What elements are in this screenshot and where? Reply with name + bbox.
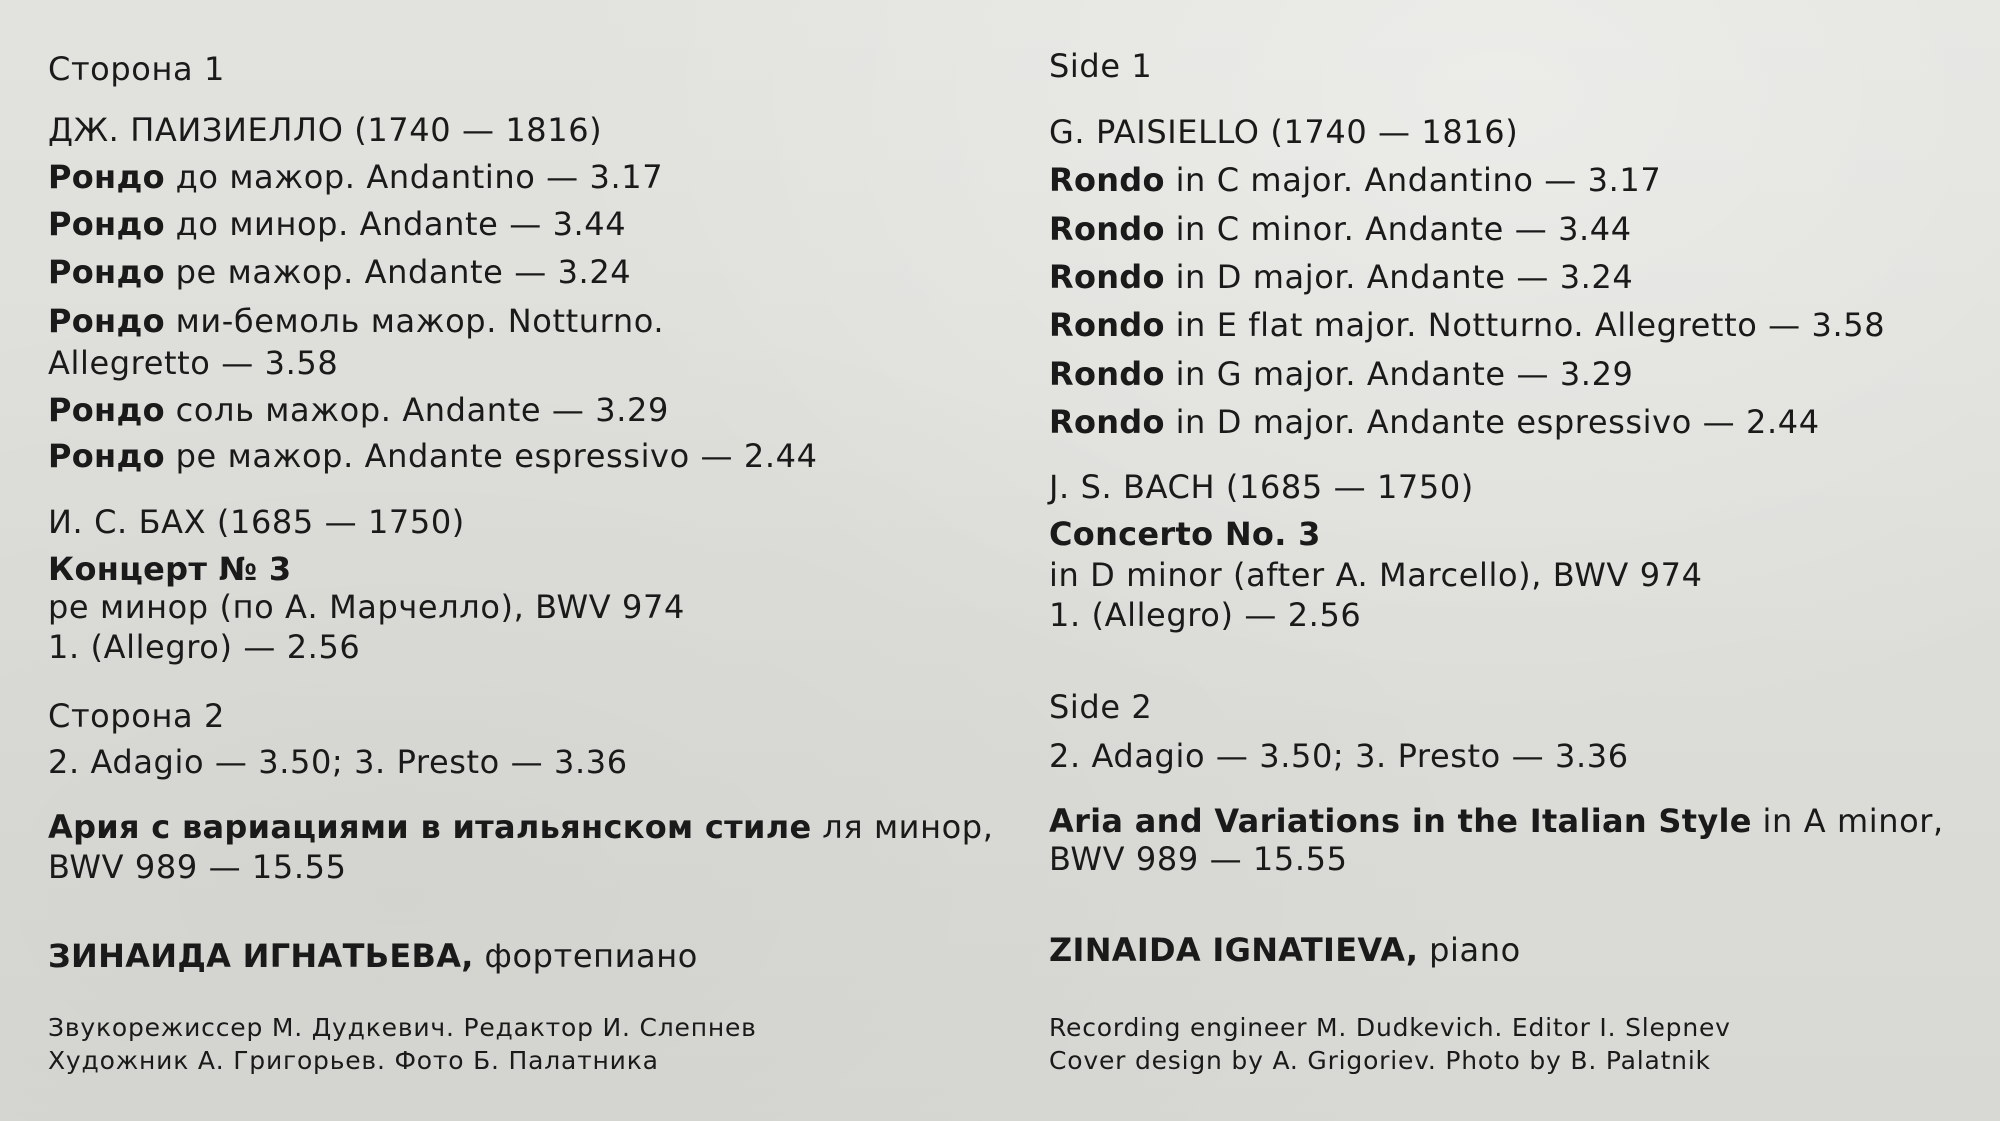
track-rondo-c-major — [48, 158, 663, 196]
aria-title: Aria and Variations in the Italian Style — [1049, 802, 1752, 840]
side-2-heading: Side 2 — [1049, 688, 1153, 726]
concerto-title: Концерт № 3 — [48, 550, 292, 588]
rondo-label: Рондо — [48, 253, 165, 291]
track-rondo-d-major-espressivo — [48, 437, 818, 475]
track-detail: ре мажор. Andante espressivo — 2.44 — [164, 437, 818, 475]
rondo-label: Rondo — [1049, 306, 1165, 344]
track-rondo-e-flat-major — [1049, 306, 1885, 344]
side-2-heading: Сторона 2 — [48, 697, 225, 735]
track-detail: in C major. Andantino — 3.17 — [1164, 161, 1662, 199]
track-rondo-e-flat-major — [48, 302, 664, 340]
track-rondo-c-minor — [48, 205, 626, 243]
track-detail: ре мажор. Andante — 3.24 — [164, 253, 632, 291]
track-detail: in G major. Andante — 3.29 — [1164, 355, 1634, 393]
credits-line-1: Звукорежиссер М. Дудкевич. Редактор И. Слепнев — [48, 1013, 757, 1042]
concerto-movements-2-3: 2. Adagio — 3.50; 3. Presto — 3.36 — [1049, 737, 1629, 775]
performer — [48, 937, 698, 975]
composer-paisiello: G. PAISIELLO (1740 — 1816) — [1049, 113, 1519, 151]
concerto-movements-2-3: 2. Adagio — 3.50; 3. Presto — 3.36 — [48, 743, 628, 781]
rondo-label: Рондо — [48, 205, 165, 243]
aria-bwv: BWV 989 — 15.55 — [1049, 840, 1348, 878]
rondo-label: Рондо — [48, 302, 165, 340]
track-detail: соль мажор. Andante — 3.29 — [164, 391, 669, 429]
track-rondo-d-major-espressivo — [1049, 403, 1820, 441]
aria-line — [1049, 802, 1944, 840]
track-detail: ми-бемоль мажор. Notturno. — [164, 302, 665, 340]
performer-name: ZINAIDA IGNATIEVA, — [1049, 931, 1419, 969]
track-detail: до минор. Andante — 3.44 — [164, 205, 627, 243]
aria-bwv: BWV 989 — 15.55 — [48, 848, 347, 886]
track-detail: до мажор. Andantino — 3.17 — [164, 158, 664, 196]
track-detail: in D major. Andante espressivo — 2.44 — [1164, 403, 1820, 441]
performer — [1049, 931, 1521, 969]
aria-title: Ария с вариациями в итальянском стиле — [48, 808, 812, 846]
track-rondo-e-flat-major-continued: Allegretto — 3.58 — [48, 344, 339, 382]
side-1-heading: Сторона 1 — [48, 50, 225, 88]
rondo-label: Rondo — [1049, 403, 1165, 441]
track-rondo-g-major — [1049, 355, 1634, 393]
composer-bach: И. С. БАХ (1685 — 1750) — [48, 503, 465, 541]
track-rondo-c-minor — [1049, 210, 1632, 248]
track-rondo-c-major — [1049, 161, 1661, 199]
track-detail: in C minor. Andante — 3.44 — [1164, 210, 1632, 248]
track-detail: in D major. Andante — 3.24 — [1164, 258, 1634, 296]
aria-key: in A minor, — [1751, 802, 1944, 840]
rondo-label: Rondo — [1049, 355, 1165, 393]
credits-line-1: Recording engineer M. Dudkevich. Editor I. Slepnev — [1049, 1013, 1731, 1042]
side-1-heading: Side 1 — [1049, 47, 1153, 85]
track-rondo-d-major — [48, 253, 631, 291]
rondo-label: Rondo — [1049, 161, 1165, 199]
composer-bach: J. S. BACH (1685 — 1750) — [1049, 468, 1474, 506]
track-rondo-g-major — [48, 391, 669, 429]
aria-key: ля минор, — [811, 808, 994, 846]
concerto-title: Concerto No. 3 — [1049, 515, 1321, 553]
rondo-label: Рондо — [48, 437, 165, 475]
credits-line-2: Cover design by A. Grigoriev. Photo by B. Palatnik — [1049, 1046, 1711, 1075]
concerto-detail: ре минор (по А. Марчелло), BWV 974 — [48, 588, 685, 626]
performer-instrument: piano — [1418, 931, 1521, 969]
rondo-label: Рондо — [48, 391, 165, 429]
concerto-movement-1: 1. (Allegro) — 2.56 — [1049, 596, 1362, 634]
concerto-movement-1: 1. (Allegro) — 2.56 — [48, 628, 361, 666]
track-detail: in E flat major. Notturno. Allegretto — 3.58 — [1164, 306, 1886, 344]
rondo-label: Рондо — [48, 158, 165, 196]
track-rondo-d-major — [1049, 258, 1633, 296]
rondo-label: Rondo — [1049, 210, 1165, 248]
composer-paisiello: ДЖ. ПАИЗИЕЛЛО (1740 — 1816) — [48, 111, 603, 149]
rondo-label: Rondo — [1049, 258, 1165, 296]
performer-name: ЗИНАИДА ИГНАТЬЕВА, — [48, 937, 474, 975]
concerto-detail: in D minor (after A. Marcello), BWV 974 — [1049, 556, 1703, 594]
credits-line-2: Художник А. Григорьев. Фото Б. Палатника — [48, 1046, 659, 1075]
performer-instrument: фортепиано — [473, 937, 698, 975]
aria-line — [48, 808, 993, 846]
